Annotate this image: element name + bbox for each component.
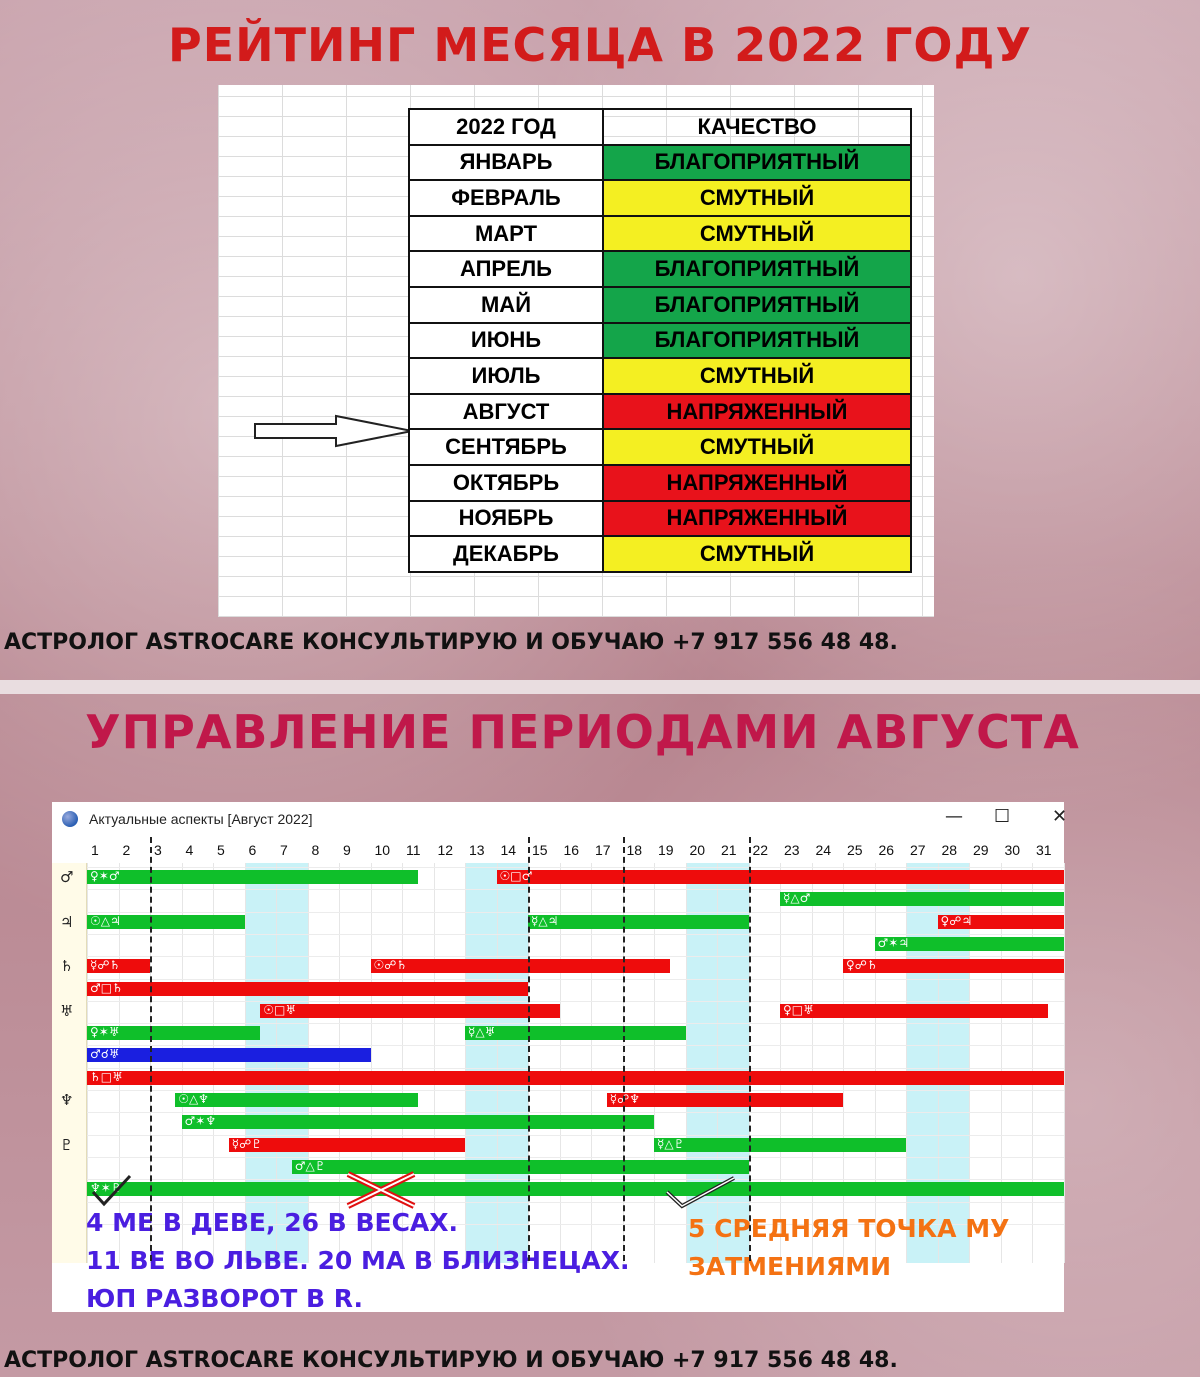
window-titlebar (52, 802, 1068, 836)
aspect-label: ☿☍♇ (231, 1136, 263, 1151)
aspect-label: ♂□♄ (90, 980, 123, 995)
quality-cell: НАПРЯЖЕННЫЙ (603, 465, 911, 501)
day-number: 18 (626, 842, 643, 858)
table-row (409, 358, 911, 394)
month-cell: ЯНВАРЬ (409, 145, 603, 181)
month-cell: НОЯБРЬ (409, 501, 603, 537)
day-number: 14 (500, 842, 517, 858)
app-icon (62, 811, 78, 827)
grid-line (87, 867, 1064, 868)
grid-line (875, 863, 876, 1263)
day-number: 17 (595, 842, 611, 858)
table-row (409, 216, 911, 252)
aspect-label: ♀✶♅ (90, 1025, 120, 1040)
aspect-bar[interactable] (175, 1093, 418, 1107)
grid-line (245, 863, 246, 1263)
day-number: 9 (343, 842, 351, 858)
period-marker (749, 837, 751, 1261)
day-number: 27 (910, 842, 926, 858)
grid-line (87, 1112, 1064, 1113)
checkmark-icon (90, 1172, 134, 1208)
period-marker (150, 837, 152, 1261)
aspect-bar[interactable] (87, 915, 245, 929)
rating-table (408, 108, 912, 573)
day-number: 19 (658, 842, 674, 858)
day-number: 2 (122, 842, 131, 858)
aspect-label: ♀□♅ (783, 1002, 814, 1017)
table-row (409, 251, 911, 287)
month-cell: ДЕКАБРЬ (409, 536, 603, 572)
table-row (409, 501, 911, 537)
day-number: 21 (721, 842, 737, 858)
grid-line (87, 889, 1064, 890)
grid-line (87, 1068, 1064, 1069)
footer-contact-bottom: АСТРОЛОГ ASTROCARE КОНСУЛЬТИРУЮ И ОБУЧАЮ +7 917 556 48 48. (4, 1348, 898, 1373)
grid-line (339, 863, 340, 1263)
planet-uranus-icon: ♅ (60, 1001, 74, 1020)
table-row (409, 323, 911, 359)
aspect-bar[interactable] (371, 959, 670, 973)
month-cell: МАРТ (409, 216, 603, 252)
aspect-label: ☿△♇ (657, 1136, 685, 1151)
grid-line (497, 863, 498, 1263)
footer-contact: АСТРОЛОГ ASTROCARE КОНСУЛЬТИРУЮ И ОБУЧАЮ +7 917 556 48 48. (4, 630, 898, 655)
aspect-bar[interactable] (607, 1093, 843, 1107)
day-number: 31 (1036, 842, 1052, 858)
month-cell: МАЙ (409, 287, 603, 323)
grid-line (87, 1202, 1064, 1203)
aspect-label: ♀☍♃ (940, 913, 973, 928)
planet-jupiter-icon: ♃ (60, 912, 74, 931)
day-number: 3 (154, 842, 162, 858)
month-cell: АВГУСТ (409, 394, 603, 430)
arrow-icon (254, 415, 414, 447)
grid-line (87, 1045, 1064, 1046)
grid-line (87, 1001, 1064, 1002)
rating-sheet (218, 85, 934, 617)
aspect-bar[interactable] (87, 959, 150, 973)
aspect-bar[interactable] (780, 892, 1064, 906)
day-number: 4 (185, 842, 194, 858)
aspect-label: ♆✶♇ (90, 1181, 122, 1196)
note-line-3: ЮП РАЗВОРОТ В R. (86, 1284, 364, 1313)
aspect-label: ☿☍♄ (90, 958, 121, 973)
month-cell: ФЕВРАЛЬ (409, 180, 603, 216)
aspect-bar[interactable] (260, 1004, 559, 1018)
grid-line (87, 956, 1064, 957)
table-row (409, 465, 911, 501)
quality-cell: СМУТНЫЙ (603, 358, 911, 394)
grid-line (87, 1179, 1064, 1180)
day-number: 13 (469, 842, 485, 858)
aspect-bar[interactable] (654, 1138, 906, 1152)
month-cell: ИЮНЬ (409, 323, 603, 359)
aspect-label: ☉△♃ (90, 913, 121, 928)
aspect-label: ☿△♃ (531, 913, 559, 928)
weekend-column (465, 863, 497, 1263)
table-row (409, 429, 911, 465)
grid-line (87, 1157, 1064, 1158)
note-line-2: 11 ВЕ ВО ЛЬВЕ. 20 МА В БЛИЗНЕЦАХ. (86, 1246, 630, 1275)
note-line-1: 4 МЕ В ДЕВЕ, 26 В ВЕСАХ. (86, 1208, 459, 1237)
aspect-grid (87, 863, 1064, 1263)
orange-note-line-2: ЗАТМЕНИЯМИ (688, 1252, 892, 1281)
table-header-row (409, 109, 911, 145)
quality-cell: СМУТНЫЙ (603, 429, 911, 465)
month-cell: АПРЕЛЬ (409, 251, 603, 287)
day-number: 23 (784, 842, 800, 858)
day-number: 11 (406, 842, 421, 858)
weekend-column (276, 863, 308, 1263)
aspect-bar[interactable] (182, 1115, 655, 1129)
quality-cell: НАПРЯЖЕННЫЙ (603, 501, 911, 537)
day-number: 28 (941, 842, 958, 858)
day-number: 16 (563, 842, 580, 858)
grid-line (87, 1135, 1064, 1136)
aspect-bar[interactable] (497, 870, 1064, 884)
grid-line (465, 863, 466, 1263)
aspect-bar[interactable] (938, 915, 1064, 929)
aspect-label: ♂☌♅ (90, 1047, 120, 1062)
page-title: РЕЙТИНГ МЕСЯЦА В 2022 ГОДУ (168, 18, 1032, 72)
checkmark-icon (664, 1174, 738, 1210)
cross-icon (344, 1170, 418, 1210)
aspect-bar[interactable] (780, 1004, 1048, 1018)
planet-pluto-icon: ♇ (60, 1135, 74, 1154)
day-number: 8 (311, 842, 320, 858)
table-row (409, 180, 911, 216)
period-marker (528, 837, 530, 1261)
aspect-bar[interactable] (528, 915, 749, 929)
table-row (409, 145, 911, 181)
grid-line (87, 1023, 1064, 1024)
table-row (409, 287, 911, 323)
planet-mars-icon: ♂ (60, 868, 74, 886)
aspect-label: ☉□♂ (499, 869, 533, 883)
aspect-label: ♀☍♄ (846, 958, 878, 973)
grid-line (906, 863, 907, 1263)
day-number: 22 (752, 842, 769, 858)
grid-line (87, 979, 1064, 980)
section-divider (0, 680, 1200, 694)
aspect-bar[interactable] (87, 982, 528, 996)
aspect-label: ♂△♇ (294, 1158, 326, 1173)
day-number: 6 (248, 842, 257, 858)
weekend-column (245, 863, 277, 1263)
aspect-bar[interactable] (87, 870, 418, 884)
aspect-bar[interactable] (87, 1071, 1064, 1085)
grid-line (1064, 863, 1065, 1263)
aspect-label: ☉□♅ (263, 1002, 297, 1017)
quality-cell: НАПРЯЖЕННЫЙ (603, 394, 911, 430)
orange-note-line-1: 5 СРЕДНЯЯ ТОЧКА МУ (688, 1214, 1010, 1243)
grid-line (843, 863, 844, 1263)
aspect-bar[interactable] (87, 1048, 371, 1062)
day-number: 7 (280, 842, 288, 858)
day-number: 26 (878, 842, 895, 858)
quality-cell: БЛАГОПРИЯТНЫЙ (603, 323, 911, 359)
month-cell: ИЮЛЬ (409, 358, 603, 394)
aspect-label: ☿☍♆ (609, 1092, 641, 1106)
day-number: 10 (374, 842, 391, 858)
grid-line (87, 912, 1064, 913)
aspect-bar[interactable] (87, 1182, 1064, 1196)
grid-line (276, 863, 277, 1263)
day-number: 12 (437, 842, 454, 858)
quality-cell: БЛАГОПРИЯТНЫЙ (603, 287, 911, 323)
grid-line (812, 863, 813, 1263)
section-title: УПРАВЛЕНИЕ ПЕРИОДАМИ АВГУСТА (85, 705, 1080, 759)
grid-line (308, 863, 309, 1263)
grid-line (87, 934, 1064, 935)
quality-cell: БЛАГОПРИЯТНЫЙ (603, 251, 911, 287)
day-number: 24 (815, 842, 832, 858)
aspect-bar[interactable] (87, 1026, 260, 1040)
aspect-label: ♄□♅ (90, 1069, 123, 1084)
grid-line (434, 863, 435, 1263)
day-number: 30 (1004, 842, 1021, 858)
maximize-button[interactable]: ☐ (994, 806, 1011, 827)
table-row (409, 394, 911, 430)
window-title: Актуальные аспекты [Август 2022] (89, 811, 313, 827)
aspect-bar[interactable] (465, 1026, 686, 1040)
grid-line (780, 863, 781, 1263)
aspect-bar[interactable] (229, 1138, 465, 1152)
day-number: 25 (847, 842, 863, 858)
column-header-year: 2022 ГОД (409, 109, 603, 145)
month-cell: ОКТЯБРЬ (409, 465, 603, 501)
column-header-quality: КАЧЕСТВО (603, 109, 911, 145)
planet-column (52, 863, 87, 1263)
day-number: 15 (532, 842, 548, 858)
aspect-label: ☉☍♄ (373, 958, 408, 973)
quality-cell: СМУТНЫЙ (603, 536, 911, 572)
aspect-bar[interactable] (875, 937, 1064, 951)
aspect-label: ♂✶♆ (184, 1114, 217, 1129)
minimize-button[interactable]: — (945, 806, 963, 827)
day-number: 29 (973, 842, 989, 858)
quality-cell: СМУТНЫЙ (603, 180, 911, 216)
day-number: 1 (91, 842, 99, 858)
day-header (87, 838, 1064, 862)
day-number: 20 (689, 842, 706, 858)
aspect-label: ☿△♂ (783, 891, 811, 906)
aspect-label: ♂✶♃ (877, 935, 910, 950)
quality-cell: СМУТНЫЙ (603, 216, 911, 252)
planet-neptune-icon: ♆ (60, 1091, 74, 1109)
grid-line (87, 1090, 1064, 1091)
close-button[interactable]: ✕ (1052, 806, 1068, 827)
day-number: 5 (217, 842, 225, 858)
weekend-column (906, 863, 938, 1263)
quality-cell: БЛАГОПРИЯТНЫЙ (603, 145, 911, 181)
aspect-label: ☿△♅ (468, 1025, 496, 1040)
month-cell: СЕНТЯБРЬ (409, 429, 603, 465)
aspect-label: ♀✶♂ (90, 869, 120, 883)
weekend-column (497, 863, 529, 1263)
planet-saturn-icon: ♄ (60, 957, 74, 976)
aspects-window (52, 802, 1068, 1313)
table-row (409, 536, 911, 572)
period-marker (623, 837, 625, 1261)
aspect-bar[interactable] (843, 959, 1064, 973)
aspect-label: ☉△♆ (178, 1092, 209, 1106)
